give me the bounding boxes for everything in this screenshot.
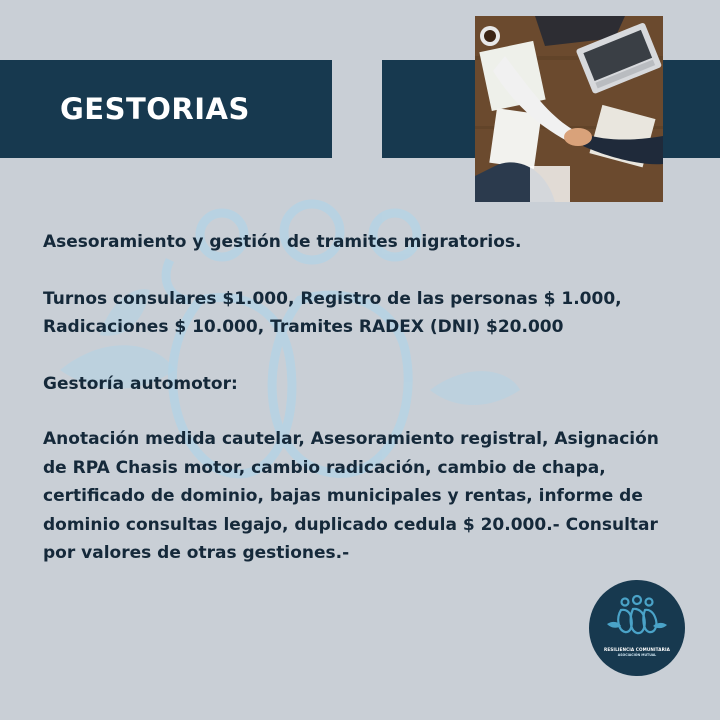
content — [43, 228, 683, 596]
association-logo — [589, 580, 685, 676]
prices-paragraph: Turnos consulares $1.000, Registro de las personas $ 1.000, Radicaciones $ 10.000, Tramites RADEX (DNI) $20.000 — [43, 288, 622, 337]
automotive-paragraph: Anotación medida cautelar, Asesoramiento registral, Asignación de RPA Chasis motor, cambio radicación, cambio de chapa, certificado de dominio, bajas municipales y rentas, informe de dominio consultas legajo, duplicado cedula $ 20.000.- Consultar por valores de otras gestiones.- — [43, 429, 659, 563]
handshake-photo — [475, 16, 663, 202]
logo-name: RESILIENCIA COMUNITARIA — [604, 647, 670, 652]
people-circle-icon — [589, 580, 685, 676]
migration-paragraph: Asesoramiento y gestión de tramites migratorios. — [43, 232, 522, 252]
automotive-heading: Gestoría automotor: — [43, 373, 238, 394]
page-title: GESTORIAS — [60, 92, 250, 126]
logo-subtitle: ASOCIACIÓN MUTUAL — [617, 653, 657, 657]
